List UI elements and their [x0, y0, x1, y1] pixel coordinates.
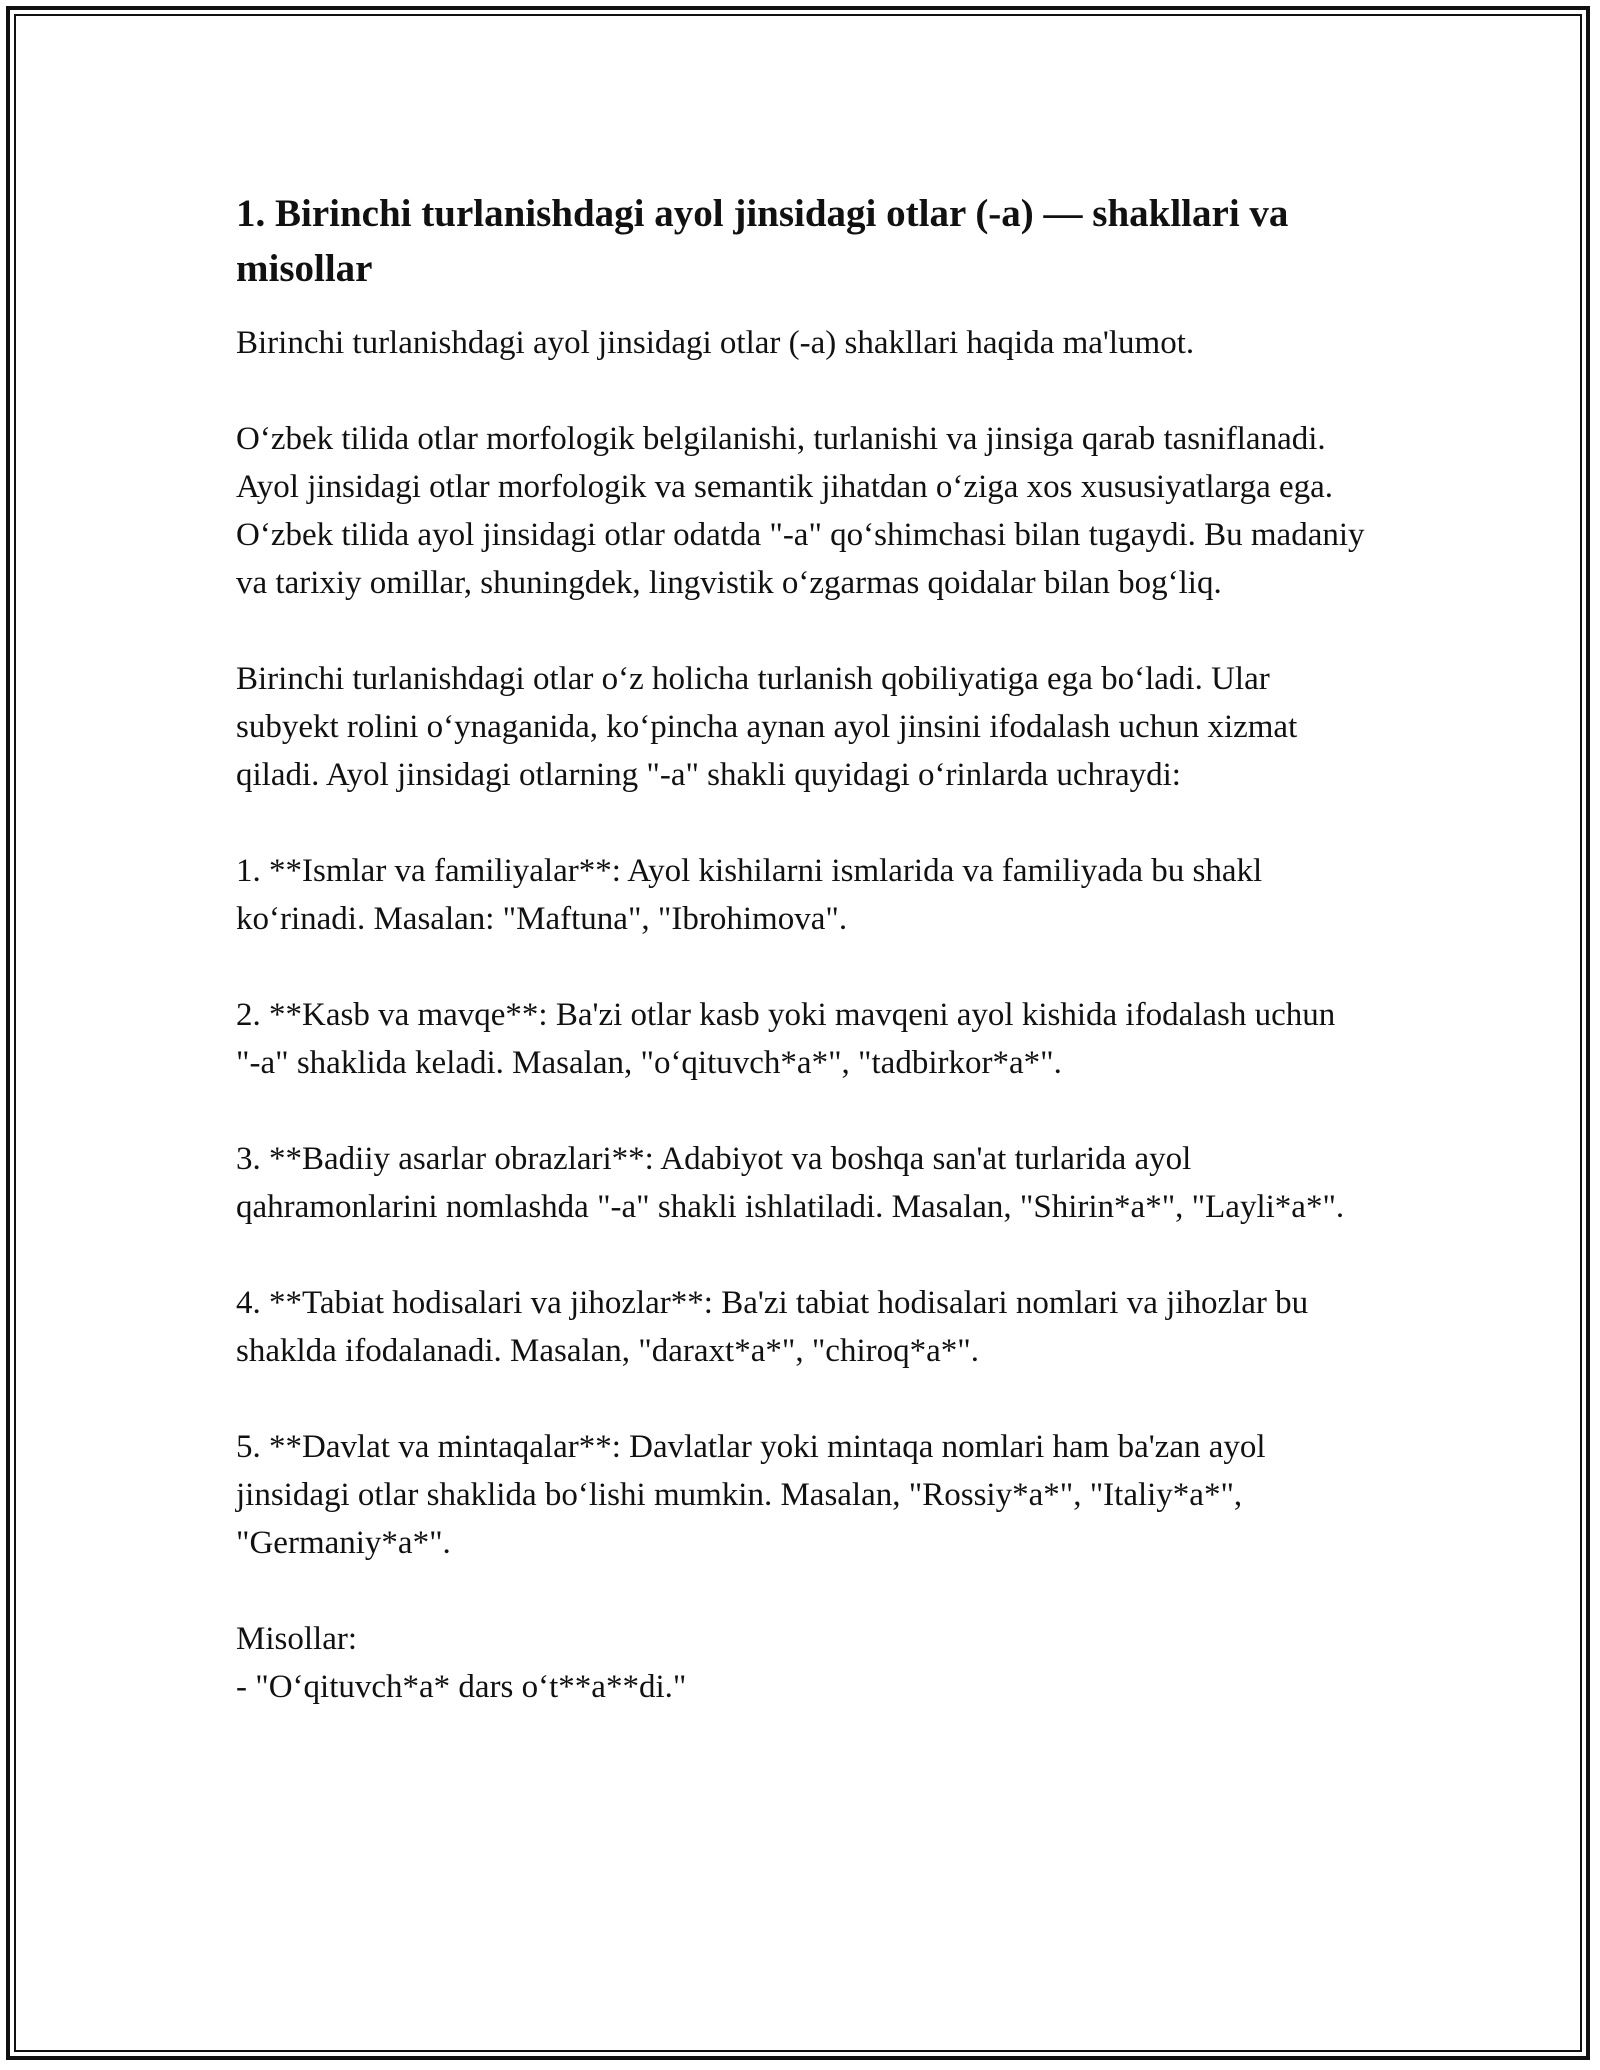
- document-body: [236, 186, 1366, 1711]
- list-item-nature: 4. **Tabiat hodisalari va jihozlar**: Ba'zi tabiat hodisalari nomlari va jihozlar bu shaklda ifodalanadi. Masalan, "daraxt*a*", "chiroq*a*".: [236, 1285, 1309, 1369]
- spacer: [236, 1567, 1366, 1615]
- examples-heading: Misollar:: [236, 1621, 357, 1657]
- spacer: [236, 1087, 1366, 1135]
- list-item-profession: 2. **Kasb va mavqe**: Ba'zi otlar kasb yoki mavqeni ayol kishida ifodalash uchun "-a" shaklida keladi. Masalan, "o‘qituvch*a*", "tadbirkor*a*".: [236, 997, 1336, 1081]
- spacer: [236, 1231, 1366, 1279]
- spacer: [236, 367, 1366, 415]
- paragraph-classification: O‘zbek tilida otlar morfologik belgilanishi, turlanishi va jinsiga qarab tasniflanadi. Ayol jinsidagi otlar morfologik va semantik jihatdan o‘ziga xos xususiyatlarga ega. O‘zbek tilida ayol jinsidagi otlar odatda "-a" qo‘shimchasi bilan tugaydi. Bu madaniy va tarixiy omillar, shuningdek, lingvistik o‘zgarmas qoidalar bilan bog‘liq.: [236, 421, 1365, 601]
- list-item-names: 1. **Ismlar va familiyalar**: Ayol kishilarni ismlarida va familiyada bu shakl ko‘rinadi. Masalan: "Maftuna", "Ibrohimova".: [236, 853, 1263, 937]
- spacer: [236, 607, 1366, 655]
- example-line: - "O‘qituvch*a* dars o‘t**a**di.": [236, 1669, 687, 1705]
- intro-paragraph: Birinchi turlanishdagi ayol jinsidagi otlar (-a) shakllari haqida ma'lumot.: [236, 325, 1195, 361]
- spacer: [236, 1375, 1366, 1423]
- document-title: 1. Birinchi turlanishdagi ayol jinsidagi otlar (-a) — shakllari va misollar: [236, 192, 1289, 290]
- paragraph-declension: Birinchi turlanishdagi otlar o‘z holicha turlanish qobiliyatiga ega bo‘ladi. Ular subyekt rolini o‘ynaganida, ko‘pincha aynan ayol jinsini ifodalash uchun xizmat qiladi. Ayol jinsidagi otlarning "-a" shakli quyidagi o‘rinlarda uchraydi:: [236, 661, 1298, 793]
- spacer: [236, 943, 1366, 991]
- spacer: [236, 296, 1366, 319]
- spacer: [236, 799, 1366, 847]
- list-item-countries: 5. **Davlat va mintaqalar**: Davlatlar yoki mintaqa nomlari ham ba'zan ayol jinsidagi otlar shaklida bo‘lishi mumkin. Masalan, "Rossiy*a*", "Italiy*a*", "Germaniy*a*".: [236, 1429, 1266, 1561]
- list-item-literary: 3. **Badiiy asarlar obrazlari**: Adabiyot va boshqa san'at turlarida ayol qahramonlarini nomlashda "-a" shakli ishlatiladi. Masalan, "Shirin*a*", "Layli*a*".: [236, 1141, 1345, 1225]
